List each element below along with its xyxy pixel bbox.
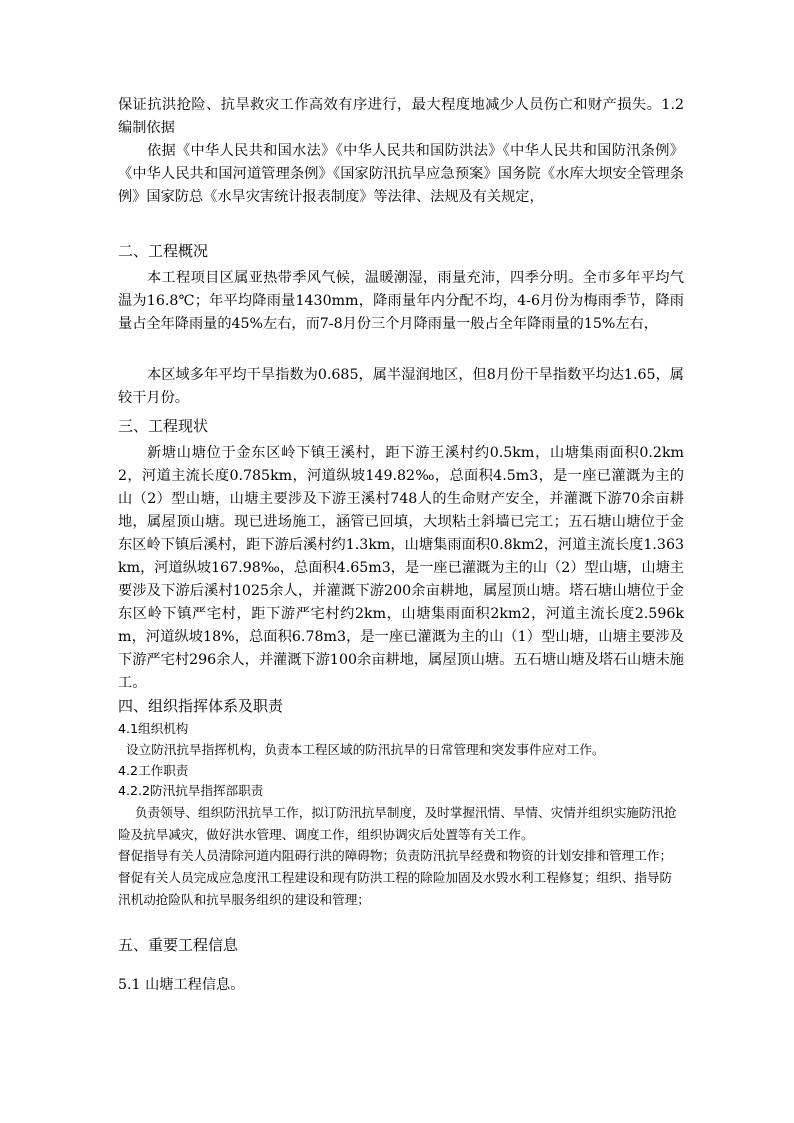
intro-paragraph-2: 依据《中华人民共和国水法》《中华人民共和国防洪法》《中华人民共和国防汛条例》《中华人民共和国河道管理条例》《国家防汛抗旱应急预案》国务院《水库大坝安全管理条例》国家防总《水旱灾害统计报表制度》等法律、法规及有关规定， (118, 143, 684, 205)
section-3-heading: 三、工程现状 (118, 417, 209, 435)
section-4-2-title: 4.2工作职责 (118, 763, 189, 778)
section-2-paragraph-1: 本工程项目区属亚热带季风气候，温暖潮湿，雨量充沛，四季分明。全市多年平均气温为16.8℃；年平均降雨量1430mm，降雨量年内分配不均，4-6月份为梅雨季节，降雨量占全年降雨量的45%左右，而7-8月份三个月降雨量一般占全年降雨量的15%左右， (118, 270, 684, 332)
section-4-2-2-title: 4.2.2防汛抗旱指挥部职责 (118, 783, 264, 798)
section-4-1-text: 设立防汛抗旱指挥机构，负责本工程区域的防汛抗旱的日常管理和突发事件应对工作。 (126, 742, 605, 757)
section-4-2-2-text-1: 负责领导、组织防汛抗旱工作，拟订防汛抗旱制度，及时掌握汛情、旱情、灾情并组织实施防汛抢险及抗旱减灾，做好洪水管理、调度工作，组织协调灾后处置等有关工作。 (118, 805, 677, 842)
section-2-heading: 二、工程概况 (118, 242, 209, 260)
section-5-heading: 五、重要工程信息 (118, 936, 239, 954)
section-3-paragraph-1: 新塘山塘位于金东区岭下镇王溪村，距下游王溪村约0.5km，山塘集雨面积0.2km2，河道主流长度0.785km，河道纵坡149.82‰，总面积4.5m3，是一座已灌溉为主的山（2）型山塘，山塘主要涉及下游王溪村748人的生命财产安全，并灌溉下游70余亩耕地，属屋顶山塘。现已进场施工，涵管已回填，大坝粘土斜墙已完工；五石塘山塘位于金东区岭下镇后溪村，距下游后溪村约1.3km，山塘集雨面积0.8km2，河道主流长度1.363km，河道纵坡167.98‰，总面积4.65m3，是一座已灌溉为主的山（2）型山塘，山塘主要涉及下游后溪村1025余人，并灌溉下游200余亩耕地，属屋顶山塘。塔石塘山塘位于金东区岭下镇严宅村，距下游严宅村约2km，山塘集雨面积2km2，河道主流长度2.596km，河道纵坡18%，总面积6.78m3，是一座已灌溉为主的山（1）型山塘，山塘主要涉及下游严宅村296余人，并灌溉下游100余亩耕地，属屋顶山塘。五石塘山塘及塔石山塘未施工。 (118, 445, 684, 691)
section-4-2-2-text-2: 督促指导有关人员清除河道内阻碍行洪的障碍物；负责防汛抗旱经费和物资的计划安排和管理工作；督促有关人员完成应急度汛工程建设和现有防洪工程的除险加固及水毁水利工程修复；组织、指导防汛机动抢险队和抗旱服务组织的建设和管理； (118, 848, 673, 907)
intro-paragraph-1: 保证抗洪抢险、抗旱救灾工作高效有序进行，最大程度地减少人员伤亡和财产损失。1.2 编制依据 (118, 97, 713, 136)
section-4-1-title: 4.1组织机构 (118, 721, 189, 736)
section-2-paragraph-2: 本区域多年平均干旱指数为0.685，属半湿润地区，但8月份干旱指数平均达1.65，属较干月份。 (118, 367, 684, 406)
section-5-1-title: 5.1 山塘工程信息。 (118, 977, 245, 993)
section-4-heading: 四、组织指挥体系及职责 (118, 697, 284, 715)
